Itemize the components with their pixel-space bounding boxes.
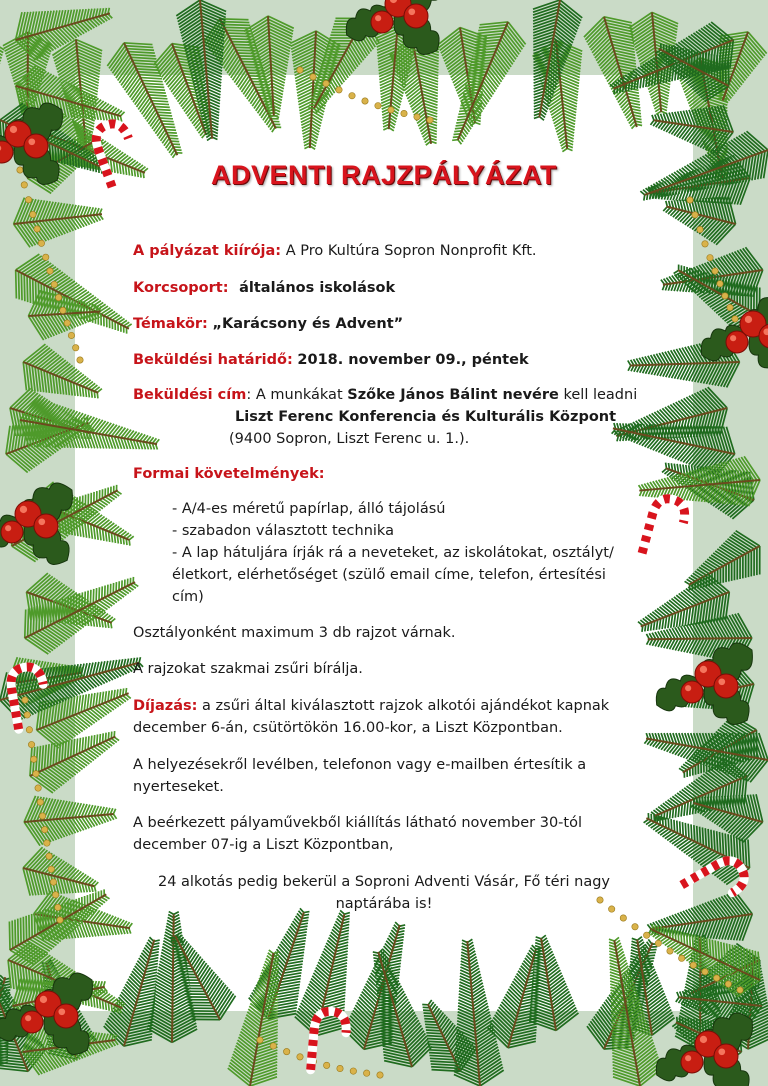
gold-bead xyxy=(375,103,381,109)
gold-bead xyxy=(632,924,638,930)
red-berry xyxy=(714,1044,738,1068)
red-berry xyxy=(726,331,748,353)
deadline-row xyxy=(133,350,529,371)
gold-bead xyxy=(297,1054,303,1060)
gold-bead xyxy=(34,226,40,232)
gold-bead xyxy=(377,1072,383,1078)
gold-bead xyxy=(667,948,673,954)
gold-bead xyxy=(51,281,57,287)
berry-highlight xyxy=(700,1036,707,1043)
gold-bead xyxy=(43,254,49,260)
gold-bead xyxy=(47,268,53,274)
red-berry xyxy=(34,514,58,538)
gold-bead xyxy=(655,940,661,946)
address-street: (9400 Sopron, Liszt Ferenc u. 1.). xyxy=(229,431,470,447)
gold-bead xyxy=(31,756,37,762)
gold-bead xyxy=(337,1065,343,1071)
gold-bead xyxy=(52,892,58,898)
age-group-label: Korcsoport: xyxy=(133,280,229,296)
red-berry xyxy=(24,134,48,158)
gold-bead xyxy=(707,255,713,261)
calendar-text-cont: naptárába is! xyxy=(335,896,433,912)
address-intro: : A munkákat xyxy=(246,387,343,403)
age-group-value: általános iskolások xyxy=(239,280,396,296)
prize-label: Díjazás: xyxy=(133,698,198,714)
deadline-label: Beküldési határidő: xyxy=(133,352,293,368)
gold-bead xyxy=(30,211,36,217)
gold-bead xyxy=(690,962,696,968)
berry-highlight xyxy=(745,316,752,323)
berry-highlight xyxy=(58,1008,65,1015)
berry-highlight xyxy=(10,126,17,133)
red-berry xyxy=(714,674,738,698)
gold-bead xyxy=(26,727,32,733)
berry-highlight xyxy=(685,685,691,691)
notify-text-cont: nyerteseket. xyxy=(133,779,224,795)
address-person: Szőke János Bálint nevére xyxy=(347,387,559,403)
red-berry xyxy=(681,681,703,703)
gold-bead xyxy=(270,1043,276,1049)
red-berry xyxy=(371,11,393,33)
gold-bead xyxy=(349,93,355,99)
deadline-value: 2018. november 09., péntek xyxy=(297,352,529,368)
gold-bead xyxy=(697,226,703,232)
gold-bead xyxy=(620,915,626,921)
gold-bead xyxy=(37,799,43,805)
prize-text-cont: december 6-án, csütörtökön 16.00-kor, a Liszt Központban. xyxy=(133,720,563,736)
requirements-label: Formai követelmények: xyxy=(133,466,325,482)
gold-bead xyxy=(50,879,56,885)
gold-bead xyxy=(77,357,83,363)
organizer-row xyxy=(133,241,537,262)
berry-highlight xyxy=(718,1048,725,1055)
berry-highlight xyxy=(375,15,381,21)
gold-bead xyxy=(336,87,342,93)
exhibition-text-cont: december 07-ig a Liszt Központban, xyxy=(133,837,394,853)
address-venue: Liszt Ferenc Konferencia és Kulturális Központ xyxy=(235,409,617,425)
gold-bead xyxy=(727,304,733,310)
gold-bead xyxy=(310,74,316,80)
gold-bead xyxy=(39,813,45,819)
gold-bead xyxy=(55,904,61,910)
gold-bead xyxy=(44,840,50,846)
gold-bead xyxy=(73,345,79,351)
gold-bead xyxy=(57,917,63,923)
red-berry xyxy=(681,1051,703,1073)
theme-value: „Karácsony és Advent” xyxy=(212,316,404,332)
gold-bead xyxy=(41,826,47,832)
gold-bead xyxy=(678,955,684,961)
berry-highlight xyxy=(700,666,707,673)
jury-text: A rajzokat szakmai zsűri bírálja. xyxy=(133,661,363,677)
gold-bead xyxy=(388,107,394,113)
gold-bead xyxy=(60,307,66,313)
gold-bead xyxy=(68,332,74,338)
page-title: ADVENTI RAJZPÁLYÁZAT xyxy=(210,160,558,190)
gold-bead xyxy=(283,1048,289,1054)
gold-bead xyxy=(687,197,693,203)
berry-highlight xyxy=(25,1015,31,1021)
berry-highlight xyxy=(718,678,725,685)
berry-highlight xyxy=(685,1055,691,1061)
berry-highlight xyxy=(20,506,27,513)
gold-bead xyxy=(48,866,54,872)
gold-bead xyxy=(25,197,31,203)
address-row xyxy=(133,385,637,406)
gold-bead xyxy=(35,785,41,791)
gold-bead xyxy=(722,293,728,299)
requirement-item: - szabadon választott technika xyxy=(172,523,394,539)
gold-bead xyxy=(713,975,719,981)
gold-bead xyxy=(350,1068,356,1074)
berry-highlight xyxy=(730,335,736,341)
gold-bead xyxy=(323,80,329,86)
notify-text: A helyezésekről levélben, telefonon vagy e-mailben értesítik a xyxy=(133,757,587,773)
exhibition-text: A beérkezett pályaművekből kiállítás látható november 30-tól xyxy=(133,815,582,831)
gold-bead xyxy=(732,316,738,322)
berry-highlight xyxy=(38,518,45,525)
requirement-item: - A lap hátuljára írják rá a neveteket, az iskolátokat, osztályt/ xyxy=(172,545,614,561)
red-berry xyxy=(54,1004,78,1028)
gold-bead xyxy=(323,1062,329,1068)
gold-bead xyxy=(692,212,698,218)
gold-bead xyxy=(414,114,420,120)
gold-bead xyxy=(24,712,30,718)
gold-bead xyxy=(22,697,28,703)
age-group-row xyxy=(133,278,395,299)
prize-text: a zsűri által kiválasztott rajzok alkotói ajándékot kapnak xyxy=(202,698,610,714)
gold-bead xyxy=(38,240,44,246)
theme-label: Témakör: xyxy=(133,316,208,332)
gold-bead xyxy=(702,241,708,247)
berry-highlight xyxy=(40,996,47,1003)
gold-bead xyxy=(297,67,303,73)
red-berry xyxy=(404,4,428,28)
gold-bead xyxy=(33,771,39,777)
theme-row xyxy=(133,314,403,335)
address-tail: kell leadni xyxy=(563,387,638,403)
gold-bead xyxy=(64,320,70,326)
gold-bead xyxy=(401,110,407,116)
gold-bead xyxy=(362,98,368,104)
calendar-text: 24 alkotás pedig bekerül a Soproni Adventi Vásár, Fő téri nagy xyxy=(157,874,610,890)
gold-bead xyxy=(427,117,433,123)
red-berry xyxy=(21,1011,43,1033)
gold-bead xyxy=(55,294,61,300)
gold-bead xyxy=(737,987,743,993)
berry-highlight xyxy=(408,8,415,15)
gold-bead xyxy=(257,1037,263,1043)
gold-bead xyxy=(363,1070,369,1076)
red-berry xyxy=(1,521,23,543)
gold-bead xyxy=(643,932,649,938)
gold-bead xyxy=(46,853,52,859)
gold-bead xyxy=(702,969,708,975)
address-label: Beküldési cím xyxy=(133,387,247,403)
prize-row xyxy=(133,696,609,717)
organizer-value: A Pro Kultúra Sopron Nonprofit Kft. xyxy=(285,243,537,259)
requirement-item-cont: életkort, elérhetőséget (szülő email címe, telefon, értesítési xyxy=(172,567,606,583)
berry-highlight xyxy=(28,138,35,145)
gold-bead xyxy=(717,281,723,287)
gold-bead xyxy=(28,741,34,747)
requirement-item: - A/4-es méretű papírlap, álló tájolású xyxy=(172,501,446,517)
gold-bead xyxy=(725,981,731,987)
max-drawings-text: Osztályonként maximum 3 db rajzot várnak. xyxy=(133,625,456,641)
berry-highlight xyxy=(5,525,11,531)
organizer-label: A pályázat kiírója: xyxy=(133,243,282,259)
requirement-item-cont: cím) xyxy=(172,589,204,605)
gold-bead xyxy=(712,268,718,274)
